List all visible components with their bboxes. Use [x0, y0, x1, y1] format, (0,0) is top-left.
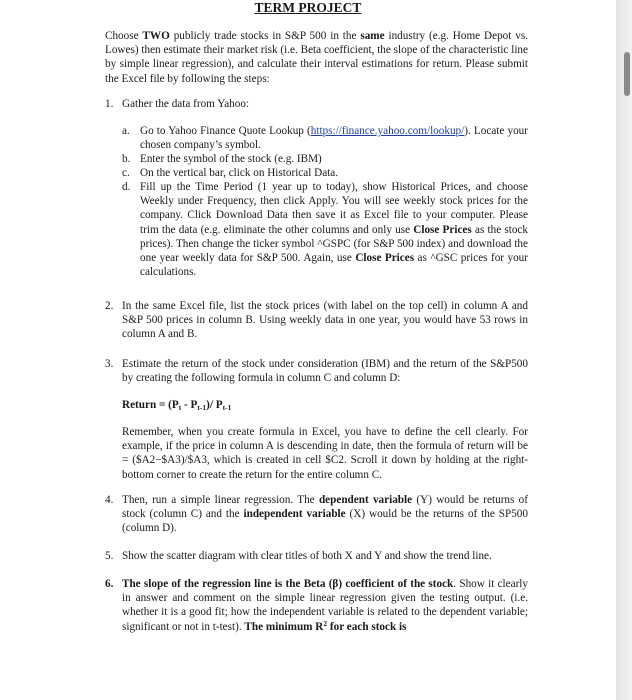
return-formula: Return = $(P_t - P_{t-1})/$ $P_{t-1}$: [122, 399, 232, 412]
scrollbar-thumb[interactable]: [624, 52, 630, 96]
step-1d-text: Fill up the Time Period (1 year up to today), show Historical Prices, and choose Weekly under Frequency, then click Apply. You will see weekly stock prices for the company. Click Download Data then save it as Excel file to your computer. Please trim the data (e.g. eliminate the other columns and only use Close Prices as the stock prices). Then change the ticker symbol ^GSPC (for S&P 500 index) and download the one year weekly data for S&P 500. Again, use Close Prices as ^GSC prices for your calculations.: [140, 181, 528, 279]
step-6-text: The slope of the regression line is the Beta (β) coefficient of the stock. Show it clearly in answer and comment on the simple linear regression given the testing output. (i.e. whether it is a good fit; how the independent variable is related to the dependent variable; significant or not in t-test). The minimum $R^2$ for each stock is: [122, 578, 529, 633]
step-3-number: 3.: [105, 358, 114, 370]
step-3-note: Remember, when you create formula in Excel, you have to define the cell clearly. For example, if the price in column A is descending in date, then the formula of return will be = ($A2−$A3)/$A3, which is created in cell $C2. Scroll it down by holding at the right-bottom corner to create the return for the entire column C.: [122, 426, 528, 481]
step-2-text: In the same Excel file, list the stock prices (with label on the top cell) in column A and S&P 500 prices in column B. Using weekly data in one year, you would have 53 rows in column A and B.: [122, 300, 528, 341]
step-1a-letter: a.: [122, 125, 130, 137]
step-1-text: Gather the data from Yahoo:: [122, 98, 250, 110]
step-1-number: 1.: [105, 98, 114, 110]
step-6-number: 6.: [105, 578, 114, 590]
step-3-text: Estimate the return of the stock under consideration (IBM) and the return of the S&P500 by creating the following formula in column C and column D:: [122, 358, 528, 385]
page-edge: [616, 0, 632, 700]
step-1c-letter: c.: [122, 167, 130, 179]
yahoo-lookup-link[interactable]: https://finance.yahoo.com/lookup/: [310, 125, 465, 137]
step-1d-letter: d.: [122, 181, 131, 193]
step-1a-text: Go to Yahoo Finance Quote Lookup (https://finance.yahoo.com/lookup/). Locate your chosen company’s symbol.: [140, 125, 528, 152]
step-1c-text: On the vertical bar, click on Historical Data.: [140, 167, 339, 179]
step-1b-text: Enter the symbol of the stock (e.g. IBM): [140, 153, 322, 165]
step-4-number: 4.: [105, 494, 114, 506]
step-5-text: Show the scatter diagram with clear titles of both X and Y and show the trend line.: [122, 550, 492, 562]
step-5-number: 5.: [105, 550, 114, 562]
intro-paragraph: Choose TWO publicly trade stocks in S&P 500 in the same industry (e.g. Home Depot vs. Lowes) then estimate their market risk (i.e. Beta coefficient, the slope of the characteristic line by simple linear regression), and calculate their interval estimations for return. Please submit the Excel file by following the steps:: [105, 30, 528, 85]
page-title: TERM PROJECT: [254, 0, 362, 15]
step-4-text: Then, run a simple linear regression. The dependent variable (Y) would be returns of stock (column C) and the independent variable (X) would be the returns of the SP500 (column D).: [122, 494, 528, 535]
step-1b-letter: b.: [122, 153, 131, 165]
step-2-number: 2.: [105, 300, 114, 312]
